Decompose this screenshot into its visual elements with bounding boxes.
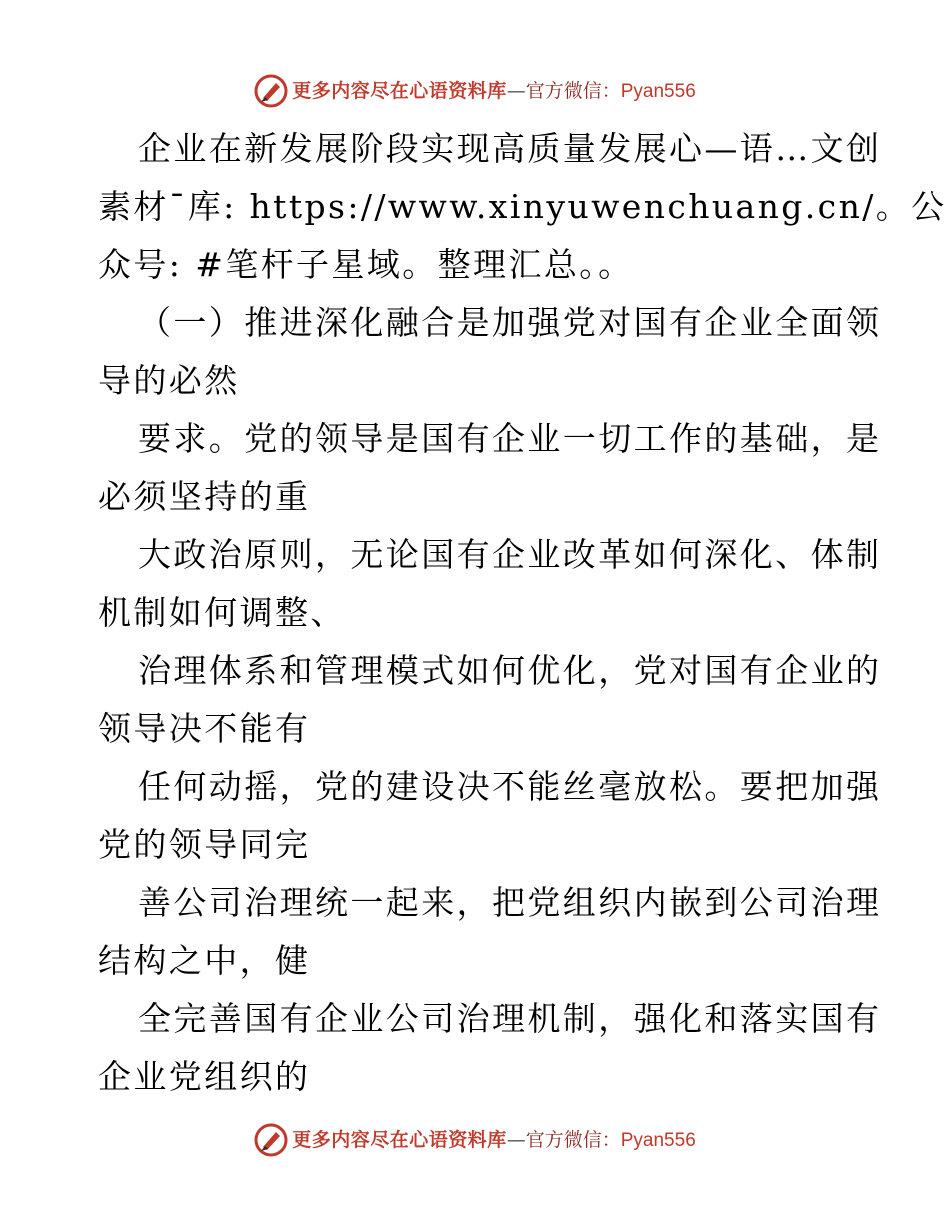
- banner-text: [292, 1128, 696, 1151]
- text-line: 领导决不能有: [98, 709, 311, 748]
- text-line: 大政治原则，无论国有企业改革如何深化、体制: [138, 535, 882, 574]
- text-line: 必须坚持的重: [98, 477, 311, 516]
- brand-logo-icon: [254, 74, 288, 108]
- banner-main-text: 更多内容尽在心语资料库: [292, 79, 507, 102]
- banner-text: [292, 79, 696, 102]
- text-line: 善公司治理统一起来，把党组织内嵌到公司治理: [138, 883, 882, 922]
- text-line: 党的领导同完: [98, 825, 311, 864]
- text-line: 机制如何调整、: [98, 593, 346, 632]
- text-line: （一）推进深化融合是加强党对国有企业全面领: [138, 303, 882, 342]
- text-line: 企业党组织的: [98, 1057, 311, 1096]
- banner-separator: —: [506, 79, 526, 102]
- banner-wechat-label: 官方微信：: [525, 1128, 621, 1151]
- banner-wechat-label: 官方微信：: [525, 79, 621, 102]
- banner-separator: —: [506, 1128, 526, 1151]
- footer-watermark: [0, 1120, 950, 1160]
- brand-logo-icon: [254, 1123, 288, 1157]
- header-watermark: [0, 71, 950, 111]
- text-line: 全完善国有企业公司治理机制，强化和落实国有: [138, 999, 882, 1038]
- text-line: 任何动摇，党的建设决不能丝毫放松。要把加强: [138, 767, 882, 806]
- document-body: [98, 120, 947, 1106]
- text-line: 素材¯库: https://www.xinyuwenchuang.cn/。公: [98, 187, 947, 226]
- banner-wechat-id: Pyan556: [620, 80, 696, 102]
- text-line: 结构之中，健: [98, 941, 311, 980]
- banner-wechat-id: Pyan556: [620, 1129, 696, 1151]
- text-line: 导的必然: [98, 361, 240, 400]
- text-line: 众号: #笔杆子星域。整理汇总。。: [98, 245, 634, 284]
- text-line: 企业在新发展阶段实现高质量发展心—语…文创: [138, 129, 882, 168]
- banner-main-text: 更多内容尽在心语资料库: [292, 1128, 507, 1151]
- text-line: 要求。党的领导是国有企业一切工作的基础，是: [138, 419, 882, 458]
- text-line: 治理体系和管理模式如何优化，党对国有企业的: [138, 651, 882, 690]
